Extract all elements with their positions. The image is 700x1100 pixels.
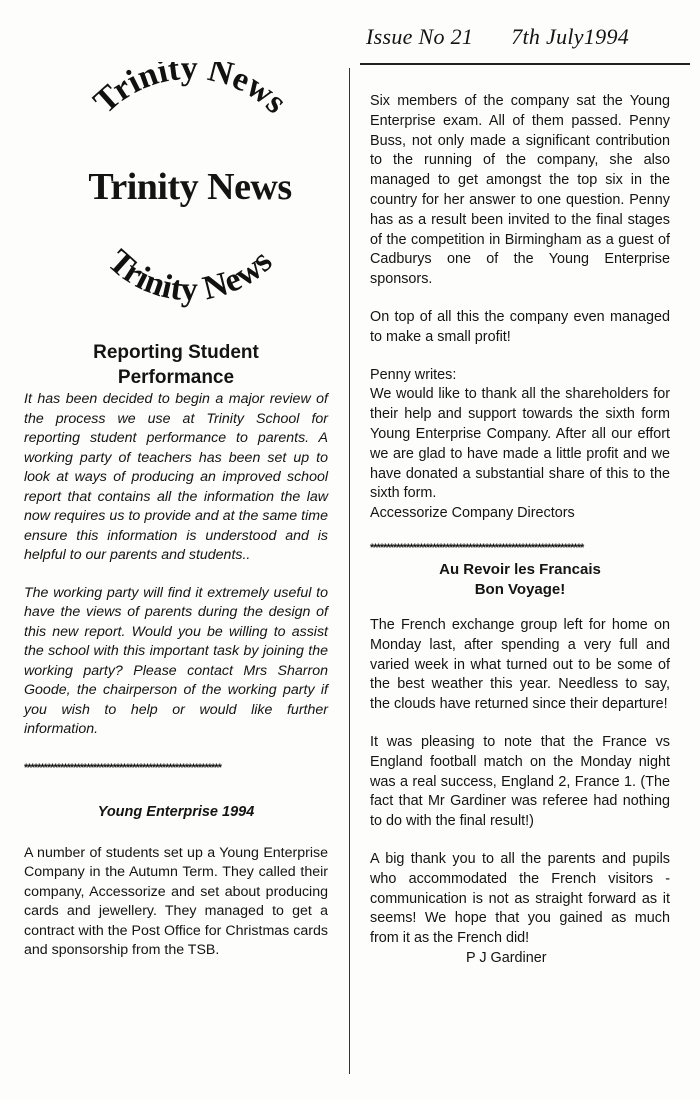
reporting-headline-line2: Performance bbox=[117, 367, 235, 388]
french-paragraph-3: A big thank you to all the parents and pupils who accommodated the French visitors - communication is not as straight forward as it seems! We hope that you gained as much from it as the French did! bbox=[370, 850, 670, 947]
french-paragraph-2: It was pleasing to note that the France vs England football match on the Monday night was a real success, England 2, France 1. (The fact that Mr Gardiner was referee had nothing to do with the final result!) bbox=[370, 733, 670, 830]
issue-date: 7th July1994 bbox=[511, 24, 630, 49]
header-rule bbox=[360, 63, 690, 65]
column-divider bbox=[349, 68, 350, 1074]
masthead-logo bbox=[40, 62, 340, 322]
reporting-paragraph-2: The working party will find it extremely useful to have the views of parents during the design of this new report. Would you be willing to assist the school with this important task by joining the working party? Please contact Mrs Sharron Goode, the chairperson of the working party if you wish to help or would like further information. bbox=[24, 584, 328, 737]
masthead-title: Trinity News bbox=[88, 166, 292, 208]
company-exam-paragraph: Six members of the company sat the Young Enterprise exam. All of them passed. Penny Buss, not only made a significant contribution to the running of the company, she also managed to get amongst the top six in the country for her answer to one question. Penny has as a result been invited to the final stages of the competition in Birmingham as a guest of Cadburys one of the Young Enterprise sponsors. bbox=[370, 93, 670, 288]
penny-letter-paragraph: We would like to thank all the shareholders for their help and support towards the sixth form Young Enterprise Company. After all our effort we are glad to have made a little profit and we have donated a substantial share of this to the sixth form. bbox=[370, 386, 670, 502]
penny-writes-label: Penny writes: bbox=[370, 366, 457, 383]
young-enterprise-title: Young Enterprise 1994 bbox=[97, 803, 255, 820]
left-column bbox=[24, 340, 328, 961]
right-column bbox=[370, 92, 670, 968]
reporting-paragraph-1: It has been decided to begin a major review of the process we use at Trinity School for reporting student performance to parents. A working party of teachers has been set up to look at ways of producing an improved school report that contains all the information the law now requires us to provide and at the same time ensure this information is understood and is helpful to our parents and students.. bbox=[24, 391, 328, 563]
letter-signoff: Accessorize Company Directors bbox=[370, 505, 575, 522]
masthead-arc-top: Trinity News bbox=[86, 62, 294, 121]
french-headline-line1: Au Revoir les Francais bbox=[439, 560, 601, 578]
issue-line bbox=[366, 24, 686, 50]
young-enterprise-paragraph: A number of students set up a Young Enterprise Company in the Autumn Term. They called their company, Accessorize and set about producing cards and jewellery. They managed to get a contract with the Post Office for Christmas cards and sponsorship from the TSB. bbox=[24, 844, 328, 958]
section-separator: ************************************************************ bbox=[24, 761, 221, 774]
issue-number: Issue No 21 bbox=[366, 24, 474, 49]
french-paragraph-1: The French exchange group left for home on Monday last, after spending a very full and varied week in what turned out to be some of the best weather this year. Needless to say, the clouds have returned since their departure! bbox=[370, 616, 670, 713]
right-section-separator: ***************************************************************** bbox=[370, 541, 584, 554]
company-profit-paragraph: On top of all this the company even managed to make a small profit! bbox=[370, 308, 670, 345]
reporting-headline-line1: Reporting Student bbox=[93, 342, 259, 363]
french-author: P J Gardiner bbox=[466, 949, 547, 966]
masthead-arc-bottom: Trinity News bbox=[100, 242, 280, 309]
french-headline-line2: Bon Voyage! bbox=[474, 580, 566, 598]
